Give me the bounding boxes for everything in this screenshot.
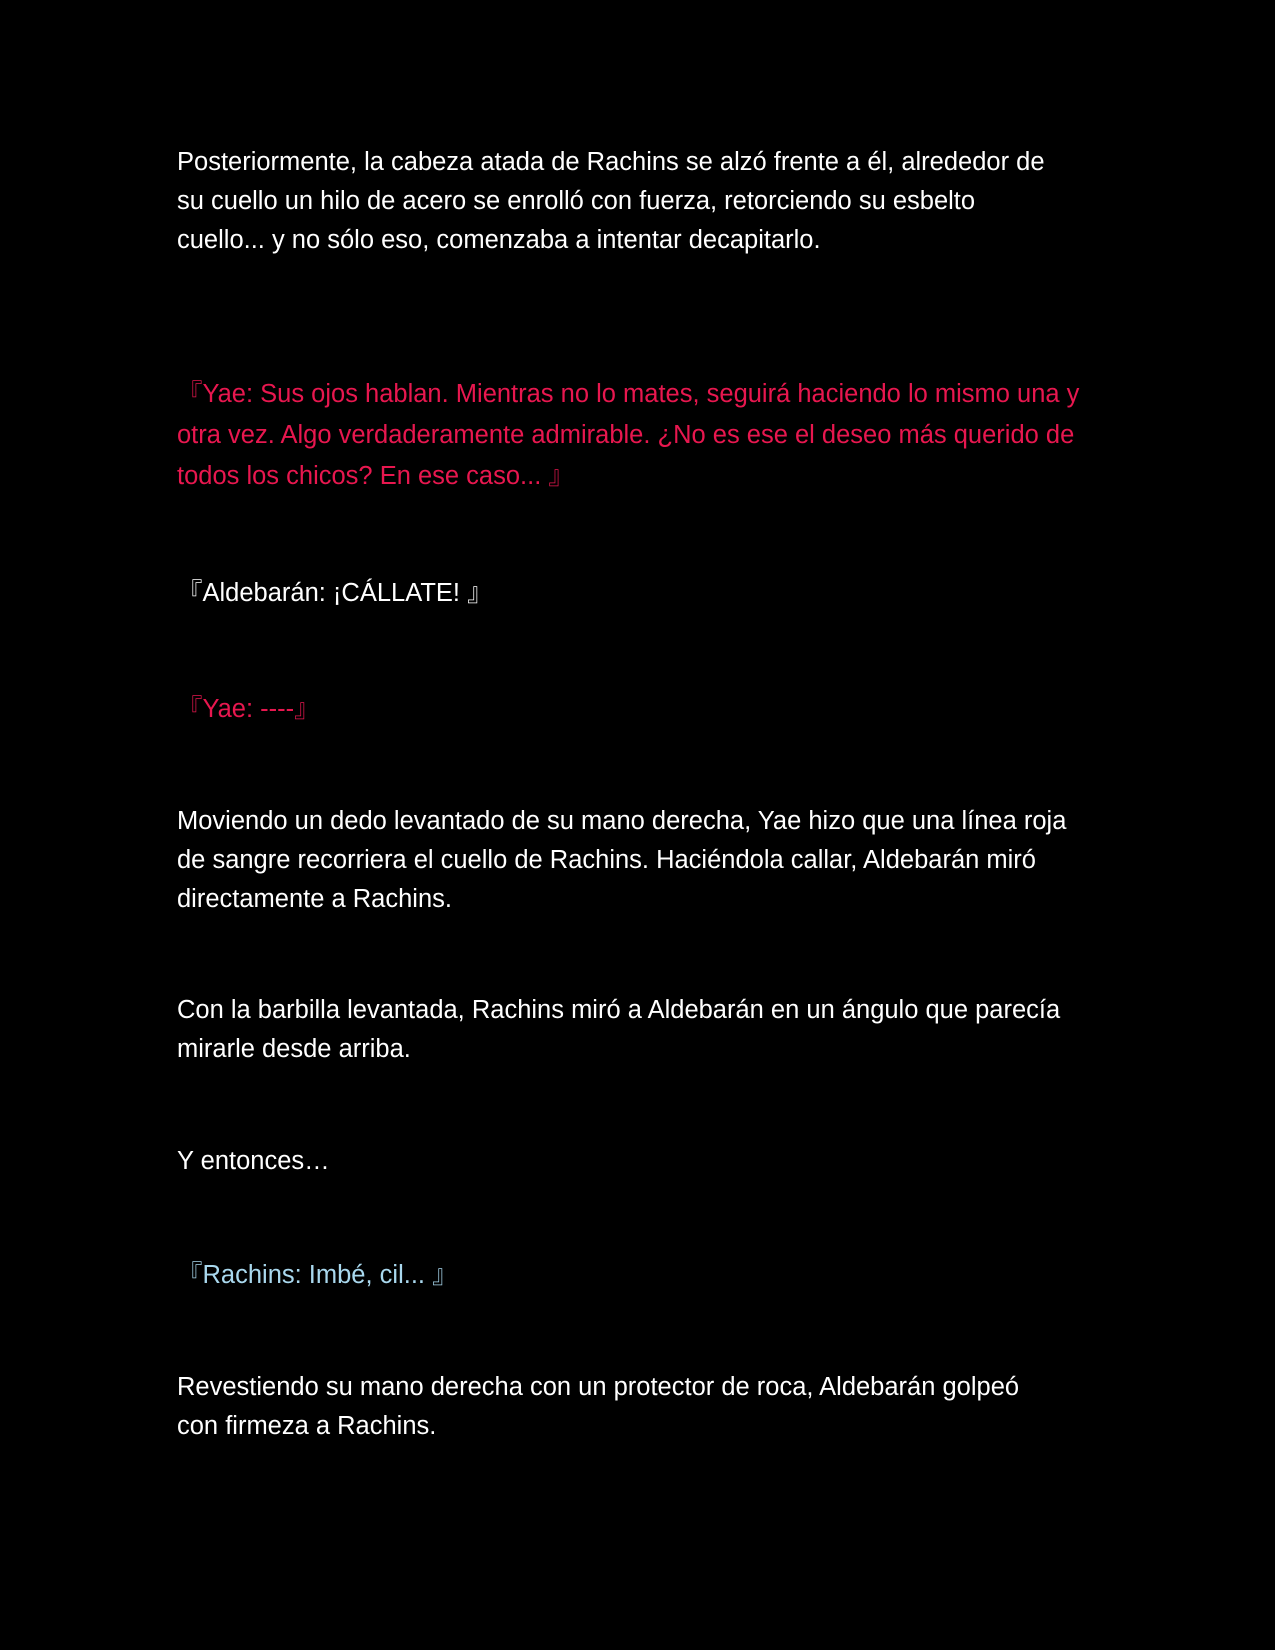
dialogue-yae-2: 『Yae: ----』 <box>177 695 320 723</box>
dialogue-yae-1: 『Yae: Sus ojos hablan. Mientras no lo mates, seguirá haciendo lo mismo una y otra vez. Algo verdaderamente admirable. ¿No es ese el deseo más querido de todos los chicos? En ese caso... 』 <box>177 380 1080 490</box>
narration-paragraph-1: Posteriormente, la cabeza atada de Rachins se alzó frente a él, alrededor de su cuello un hilo de acero se enrolló con fuerza, retorciendo su esbelto cuello... y no sólo eso, comenzaba a intentar decapitarlo. <box>177 148 1045 254</box>
narration-paragraph-3: Con la barbilla levantada, Rachins miró a Aldebarán en un ángulo que parecía mirarle desde arriba. <box>177 996 1061 1063</box>
narration-paragraph-2: Moviendo un dedo levantado de su mano derecha, Yae hizo que una línea roja de sangre recorriera el cuello de Rachins. Haciéndola callar, Aldebarán miró directamente a Rachins. <box>177 807 1067 913</box>
dialogue-rachins: 『Rachins: Imbé, cil... 』 <box>177 1261 458 1289</box>
dialogue-aldebaran: 『Aldebarán: ¡CÁLLATE! 』 <box>177 579 493 607</box>
narration-paragraph-5: Revestiendo su mano derecha con un protector de roca, Aldebarán golpeó con firmeza a Rachins. <box>177 1373 1020 1440</box>
narration-paragraph-4: Y entonces… <box>177 1147 330 1175</box>
